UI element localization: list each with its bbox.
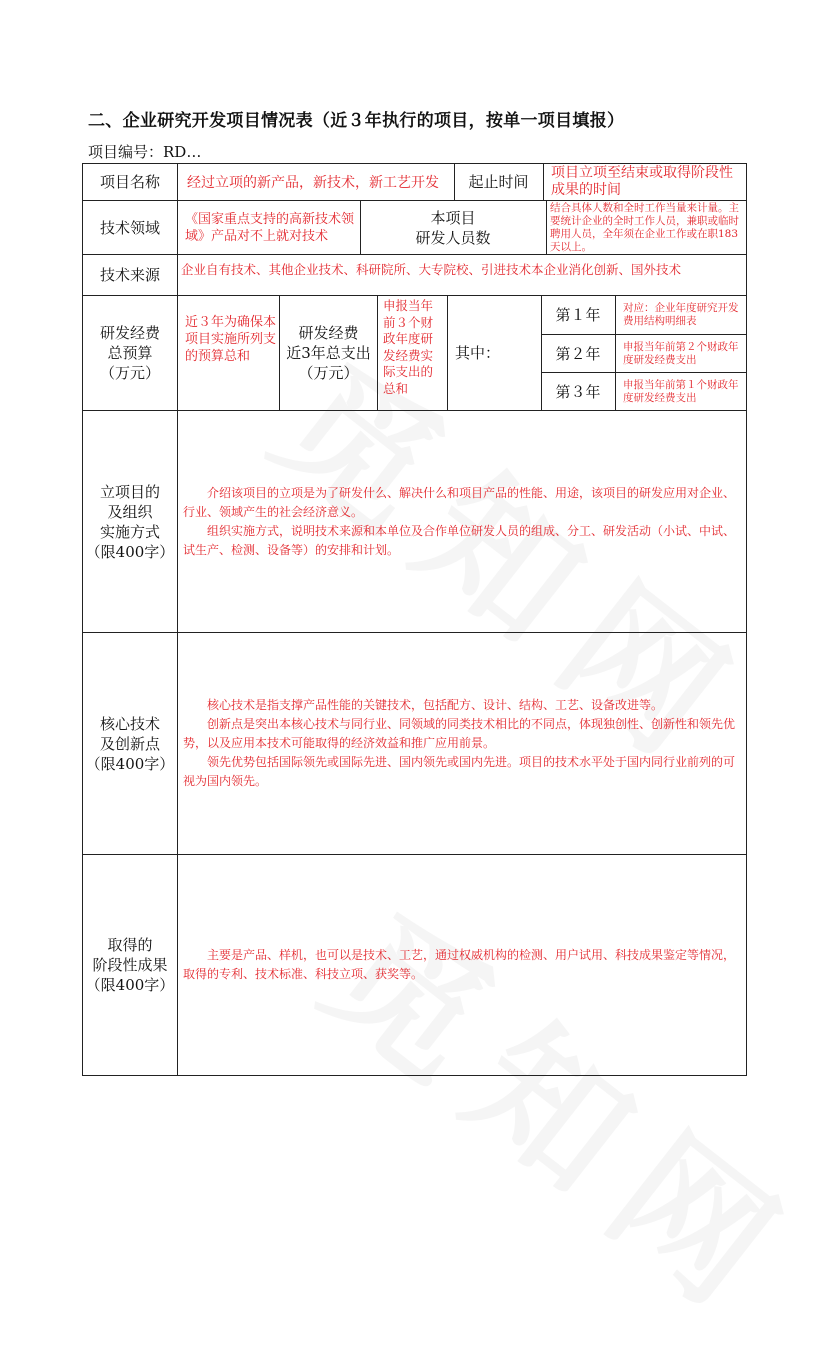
- rd-staff-label: [360, 201, 546, 254]
- rd-budget-label: [83, 296, 177, 410]
- start-end-time-value: 项目立项至结束或取得阶段性成果的时间: [551, 165, 733, 198]
- purpose-content: [183, 411, 743, 632]
- purpose-label-line1: 立项目的: [99, 482, 160, 501]
- project-name-value: 经过立项的新产品，新技术，新工艺开发: [187, 175, 439, 191]
- year-2-label: 第２年: [555, 344, 601, 363]
- results-label-line1: 取得的: [107, 936, 153, 954]
- year-3-label: 第３年: [555, 382, 601, 401]
- results-paragraph: 主要是产品、样机，也可以是技术、工艺，通过权威机构的检测、用户试用、科技成果鉴定等情况，取得的专利、技术标准、科技立项、获奖等。: [183, 948, 736, 981]
- rd-staff-value: 结合具体人数和全时工作当量来计量。主要统计企业的全时工作人员，兼职或临时聘用人员，全年须在企业工作或在职183天以上。: [550, 201, 739, 253]
- results-content: [183, 855, 743, 1075]
- tech-field-label: 技术领域: [99, 218, 160, 237]
- of-which-label: 其中：: [455, 344, 501, 362]
- purpose-label-line2: 及组织: [107, 502, 153, 521]
- core-tech-content: [183, 633, 743, 854]
- results-label-line3: （限400字）: [85, 976, 175, 994]
- rd-staff-label-line2: 研发人员数: [415, 228, 491, 247]
- core-tech-label: [83, 633, 177, 854]
- tech-source-value: 企业自有技术、其他企业技术、科研院所、大专院校、引进技术本企业消化创新、国外技术: [181, 262, 682, 277]
- purpose-paragraph: 介绍该项目的立项是为了研发什么、解决什么和项目产品的性能、用途，该项目的研发应用对企业、行业、领域产生的社会经济意义。: [183, 485, 736, 519]
- start-end-time-label: 起止时间: [468, 173, 529, 191]
- rd-budget-value: 近３年为确保本项目实施所列支的预算总和: [185, 314, 277, 364]
- rd-spend-label-line2: 近3年总支出: [286, 344, 371, 362]
- rd-spend-value: 申报当年前３个财政年度研发经费实际支出的总和: [383, 298, 434, 396]
- project-table: [82, 163, 747, 1076]
- core-tech-paragraph: 领先优势包括国际领先或国际先进、国内领先或国内先进。项目的技术水平处于国内同行业前列的可视为国内领先。: [183, 755, 736, 788]
- core-tech-label-line1: 核心技术: [99, 714, 160, 733]
- year-2-value: 申报当年前第２个财政年度研发经费支出: [623, 340, 739, 366]
- project-name-label: 项目名称: [99, 173, 160, 191]
- rd-budget-label-line3: （万元）: [99, 364, 160, 382]
- results-label: [83, 855, 177, 1075]
- rd-budget-label-line1: 研发经费: [99, 324, 160, 342]
- core-tech-label-line2: 及创新点: [99, 734, 160, 753]
- year-1-value: 对应：企业年度研究开发费用结构明细表: [623, 302, 739, 327]
- purpose-label-line3: 实施方式: [99, 522, 160, 541]
- purpose-paragraph: 组织实施方式，说明技术来源和本单位及合作单位研发人员的组成、分工、研发活动（小试、中试、试生产、检测、设备等）的安排和计划。: [183, 523, 736, 557]
- year-3-value: 申报当年前第１个财政年度研发经费支出: [623, 378, 739, 404]
- rd-spend-label: [280, 296, 377, 410]
- tech-field-value: 《国家重点支持的高新技术领域》产品对不上就对技术: [185, 211, 355, 244]
- rd-spend-label-line3: （万元）: [298, 364, 359, 382]
- purpose-label: [83, 411, 177, 632]
- rd-spend-label-line1: 研发经费: [298, 324, 359, 342]
- purpose-label-line4: （限400字）: [85, 542, 175, 561]
- core-tech-label-line3: （限400字）: [85, 754, 175, 773]
- rd-budget-label-line2: 总预算: [107, 344, 153, 362]
- year-1-label: 第１年: [555, 306, 601, 324]
- page-title: 二、企业研究开发项目情况表（近３年执行的项目，按单一项目填报）: [88, 111, 625, 131]
- core-tech-paragraph: 核心技术是指支撑产品性能的关键技术，包括配方、设计、结构、工艺、设备改进等。: [207, 698, 664, 712]
- core-tech-paragraph: 创新点是突出本核心技术与同行业、同领域的同类技术相比的不同点，体现独创性、创新性和领先优势，以及应用本技术可能取得的经济效益和推广应用前景。: [183, 717, 736, 750]
- project-number: 项目编号：RD…: [88, 143, 202, 161]
- rd-staff-label-line1: 本项目: [430, 208, 476, 227]
- tech-source-label: 技术来源: [99, 266, 160, 284]
- results-label-line2: 阶段性成果: [92, 956, 168, 974]
